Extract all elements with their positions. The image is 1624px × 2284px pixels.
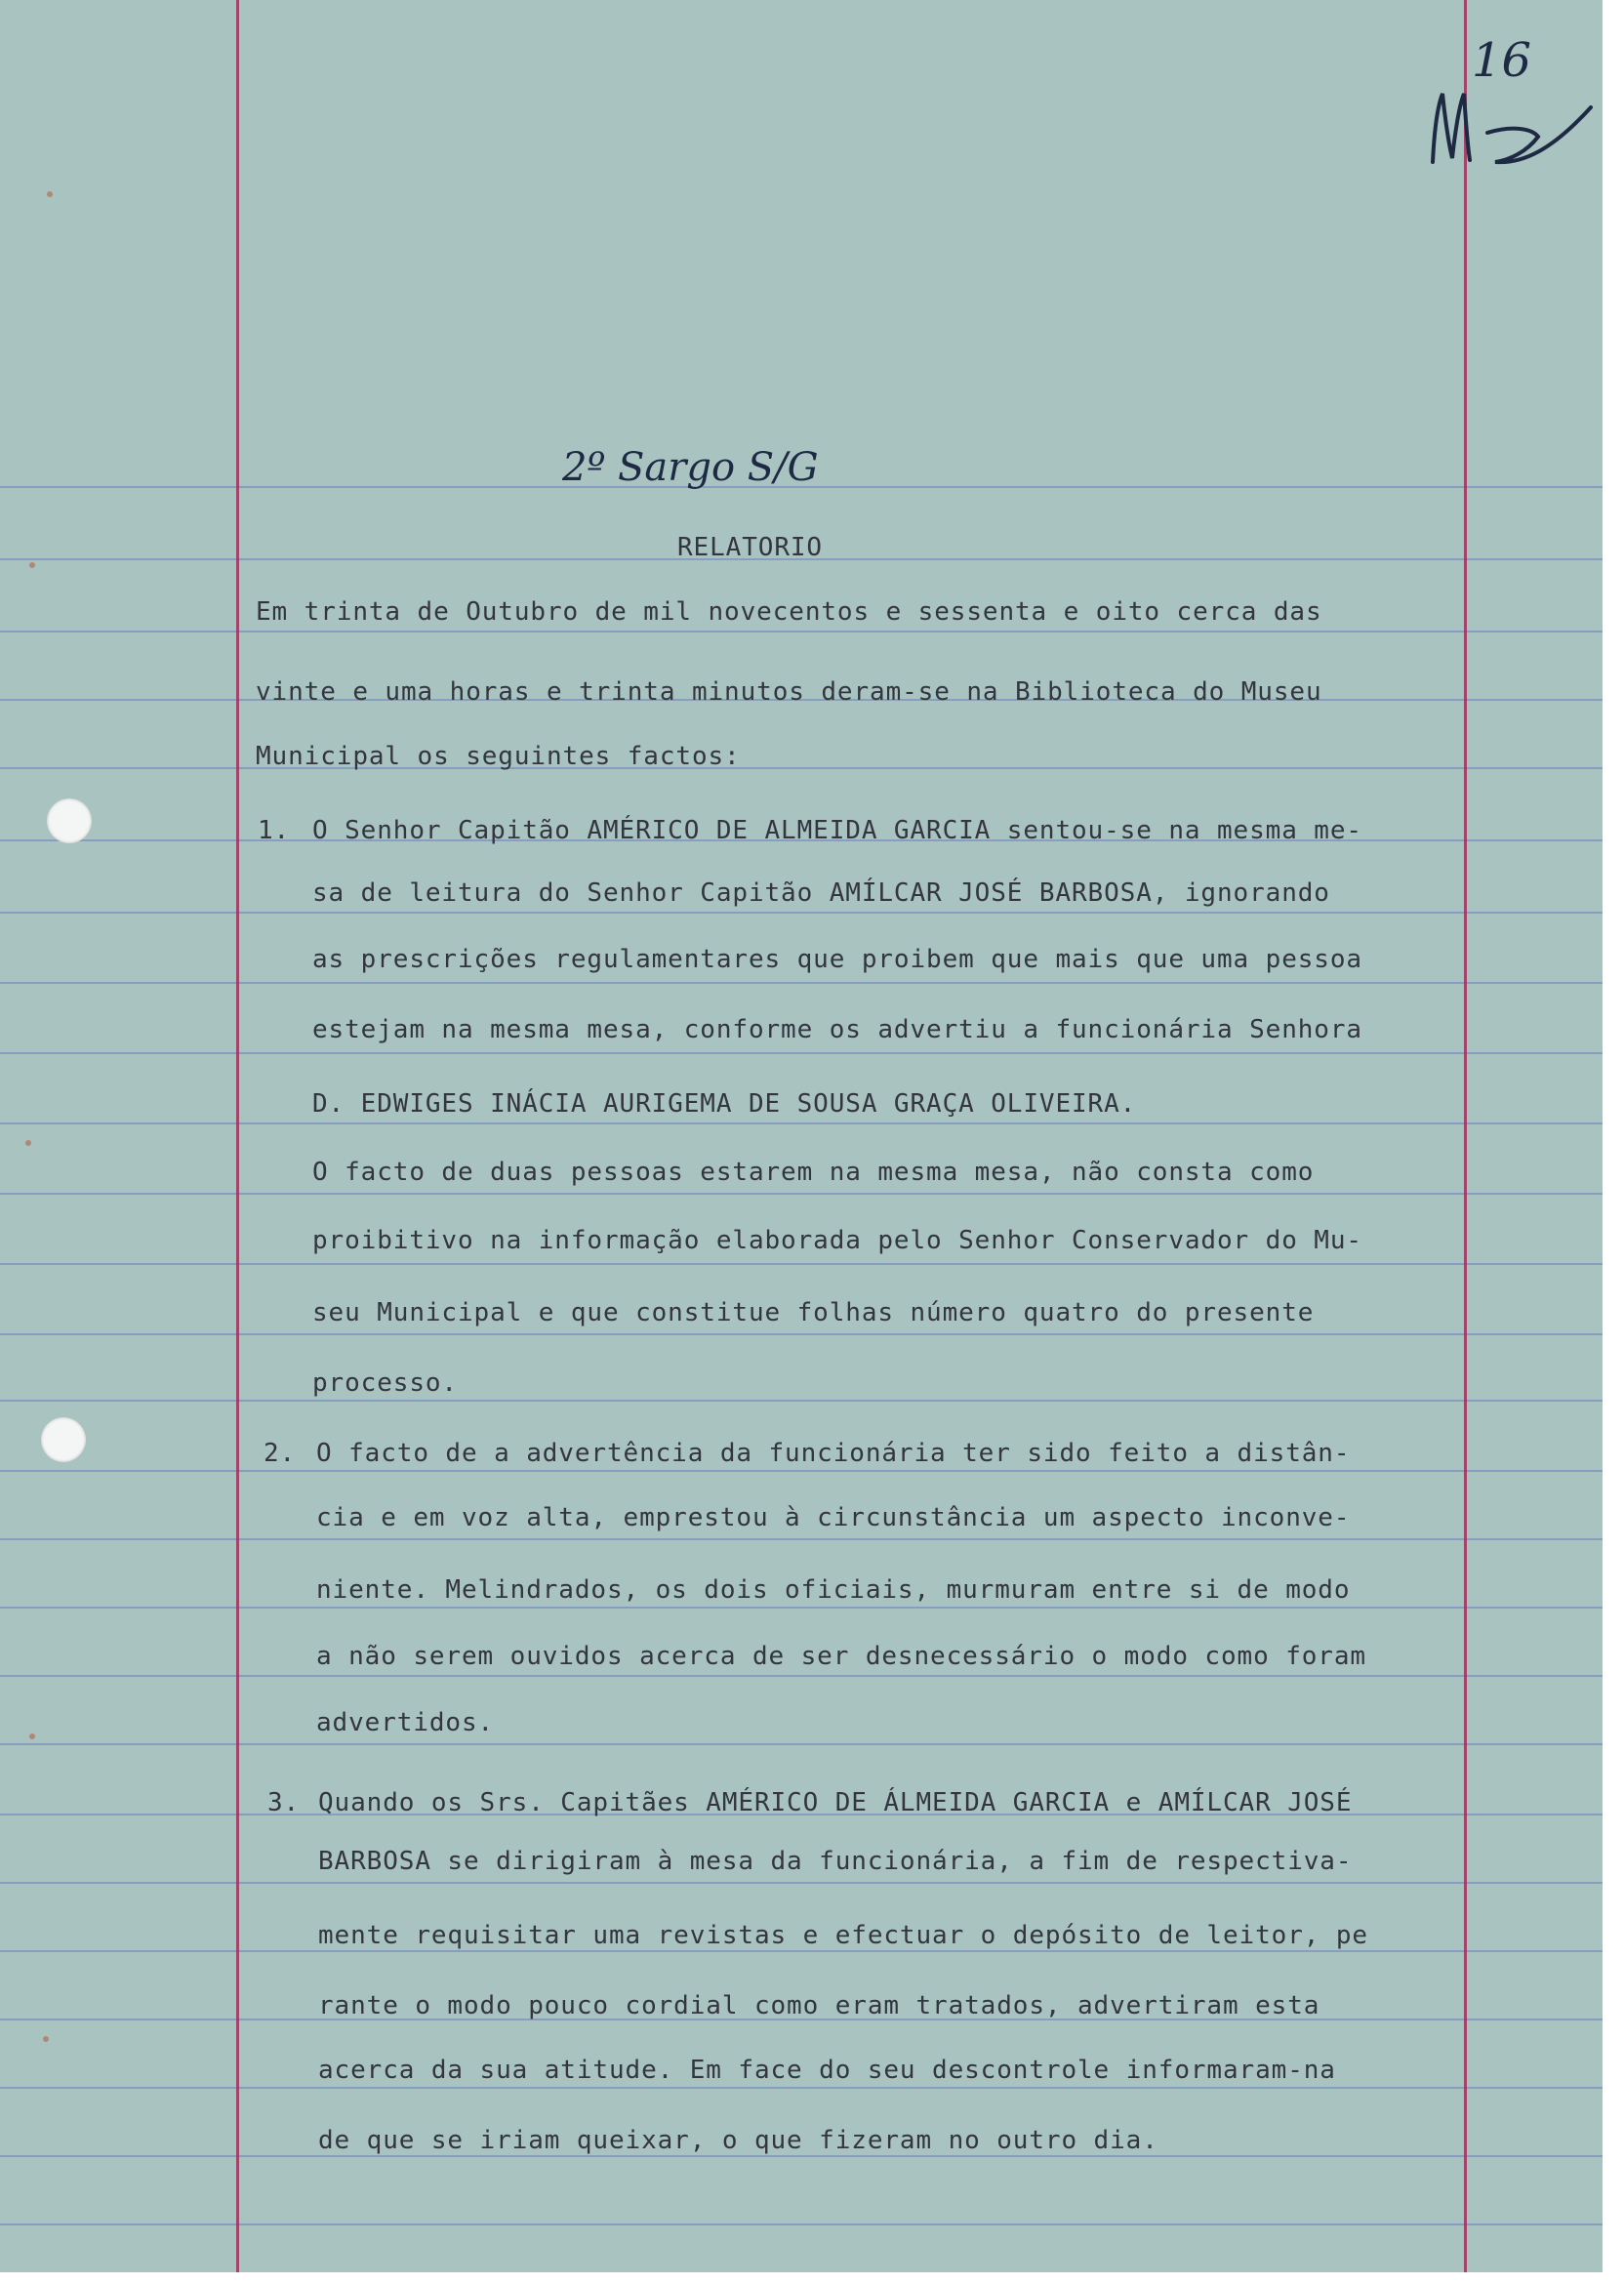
item-line: rante o modo pouco cordial como eram tratados, advertiram esta bbox=[318, 1991, 1320, 2020]
ruled-line bbox=[0, 1538, 1603, 1540]
item-line: O Senhor Capitão AMÉRICO DE ALMEIDA GARCIA sentou-se na mesma me- bbox=[312, 816, 1362, 845]
intro-line: Em trinta de Outubro de mil novecentos e sessenta e oito cerca das bbox=[256, 597, 1322, 627]
item-line: advertidos. bbox=[316, 1708, 495, 1737]
punch-hole bbox=[41, 1417, 86, 1462]
ruled-line bbox=[0, 767, 1603, 769]
ruled-line bbox=[0, 1607, 1603, 1609]
item-line: de que se iriam queixar, o que fizeram no outro dia. bbox=[318, 2126, 1158, 2155]
item-line: BARBOSA se dirigiram à mesa da funcionária, a fim de respectiva- bbox=[318, 1847, 1353, 1876]
ruled-line bbox=[0, 1333, 1603, 1335]
ruled-line bbox=[0, 1675, 1603, 1677]
ruled-line bbox=[0, 1193, 1603, 1195]
ruled-line bbox=[0, 2155, 1603, 2157]
intro-line: vinte e uma horas e trinta minutos deram-se na Biblioteca do Museu bbox=[256, 677, 1322, 707]
item-number: 2. bbox=[264, 1439, 297, 1468]
page-number: 16 bbox=[1472, 33, 1532, 88]
rank-annotation: 2º Sargo S/G bbox=[562, 445, 819, 490]
left-margin-line bbox=[236, 0, 239, 2272]
item-line: niente. Melindrados, os dois oficiais, murmuram entre si de modo bbox=[316, 1575, 1351, 1605]
item-number: 3. bbox=[267, 1788, 301, 1817]
ruled-line bbox=[0, 631, 1603, 632]
ruled-line bbox=[0, 2223, 1603, 2225]
item-line: processo. bbox=[312, 1368, 458, 1398]
item-line: mente requisitar uma revistas e efectuar o depósito de leitor, pe bbox=[318, 1921, 1368, 1950]
item-line: a não serem ouvidos acerca de ser desnecessário o modo como foram bbox=[316, 1642, 1366, 1671]
item-line: O facto de a advertência da funcionária ter sido feito a distân- bbox=[316, 1439, 1351, 1468]
ruled-line bbox=[0, 2087, 1603, 2089]
ruled-line bbox=[0, 982, 1603, 984]
item-line: estejam na mesma mesa, conforme os advertiu a funcionária Senhora bbox=[312, 1015, 1362, 1044]
item-line: seu Municipal e que constitue folhas número quatro do presente bbox=[312, 1298, 1315, 1327]
item-line: as prescrições regulamentares que proibem que mais que uma pessoa bbox=[312, 945, 1362, 974]
item-line: acerca da sua atitude. Em face do seu descontrole informaram-na bbox=[318, 2056, 1336, 2085]
ruled-line bbox=[0, 1743, 1603, 1745]
item-line: cia e em voz alta, emprestou à circunstância um aspecto inconve- bbox=[316, 1503, 1351, 1532]
ruled-line bbox=[0, 1470, 1603, 1472]
paper-speck bbox=[43, 2036, 49, 2042]
ruled-line bbox=[0, 912, 1603, 914]
right-margin-line bbox=[1464, 0, 1467, 2272]
ruled-line bbox=[0, 1263, 1603, 1265]
paper-speck bbox=[29, 1733, 35, 1739]
ruled-line bbox=[0, 1882, 1603, 1884]
item-line: Quando os Srs. Capitães AMÉRICO DE ÁLMEIDA GARCIA e AMÍLCAR JOSÉ bbox=[318, 1788, 1353, 1817]
item-line: sa de leitura do Senhor Capitão AMÍLCAR JOSÉ BARBOSA, ignorando bbox=[312, 878, 1330, 908]
item-number: 1. bbox=[258, 816, 291, 845]
item-line: O facto de duas pessoas estarem na mesma mesa, não consta como bbox=[312, 1158, 1315, 1187]
paper-speck bbox=[47, 191, 53, 197]
paper-speck bbox=[25, 1140, 31, 1146]
ruled-line bbox=[0, 1950, 1603, 1952]
document-title: RELATORIO bbox=[677, 533, 823, 562]
paper-speck bbox=[29, 562, 35, 568]
item-line: proibitivo na informação elaborada pelo Senhor Conservador do Mu- bbox=[312, 1226, 1362, 1255]
punch-hole bbox=[47, 798, 92, 843]
ruled-line bbox=[0, 1052, 1603, 1054]
ruled-line bbox=[0, 1400, 1603, 1402]
item-line: D. EDWIGES INÁCIA AURIGEMA DE SOUSA GRAÇA OLIVEIRA. bbox=[312, 1089, 1137, 1119]
intro-line: Municipal os seguintes factos: bbox=[256, 742, 741, 771]
ruled-line bbox=[0, 1122, 1603, 1124]
